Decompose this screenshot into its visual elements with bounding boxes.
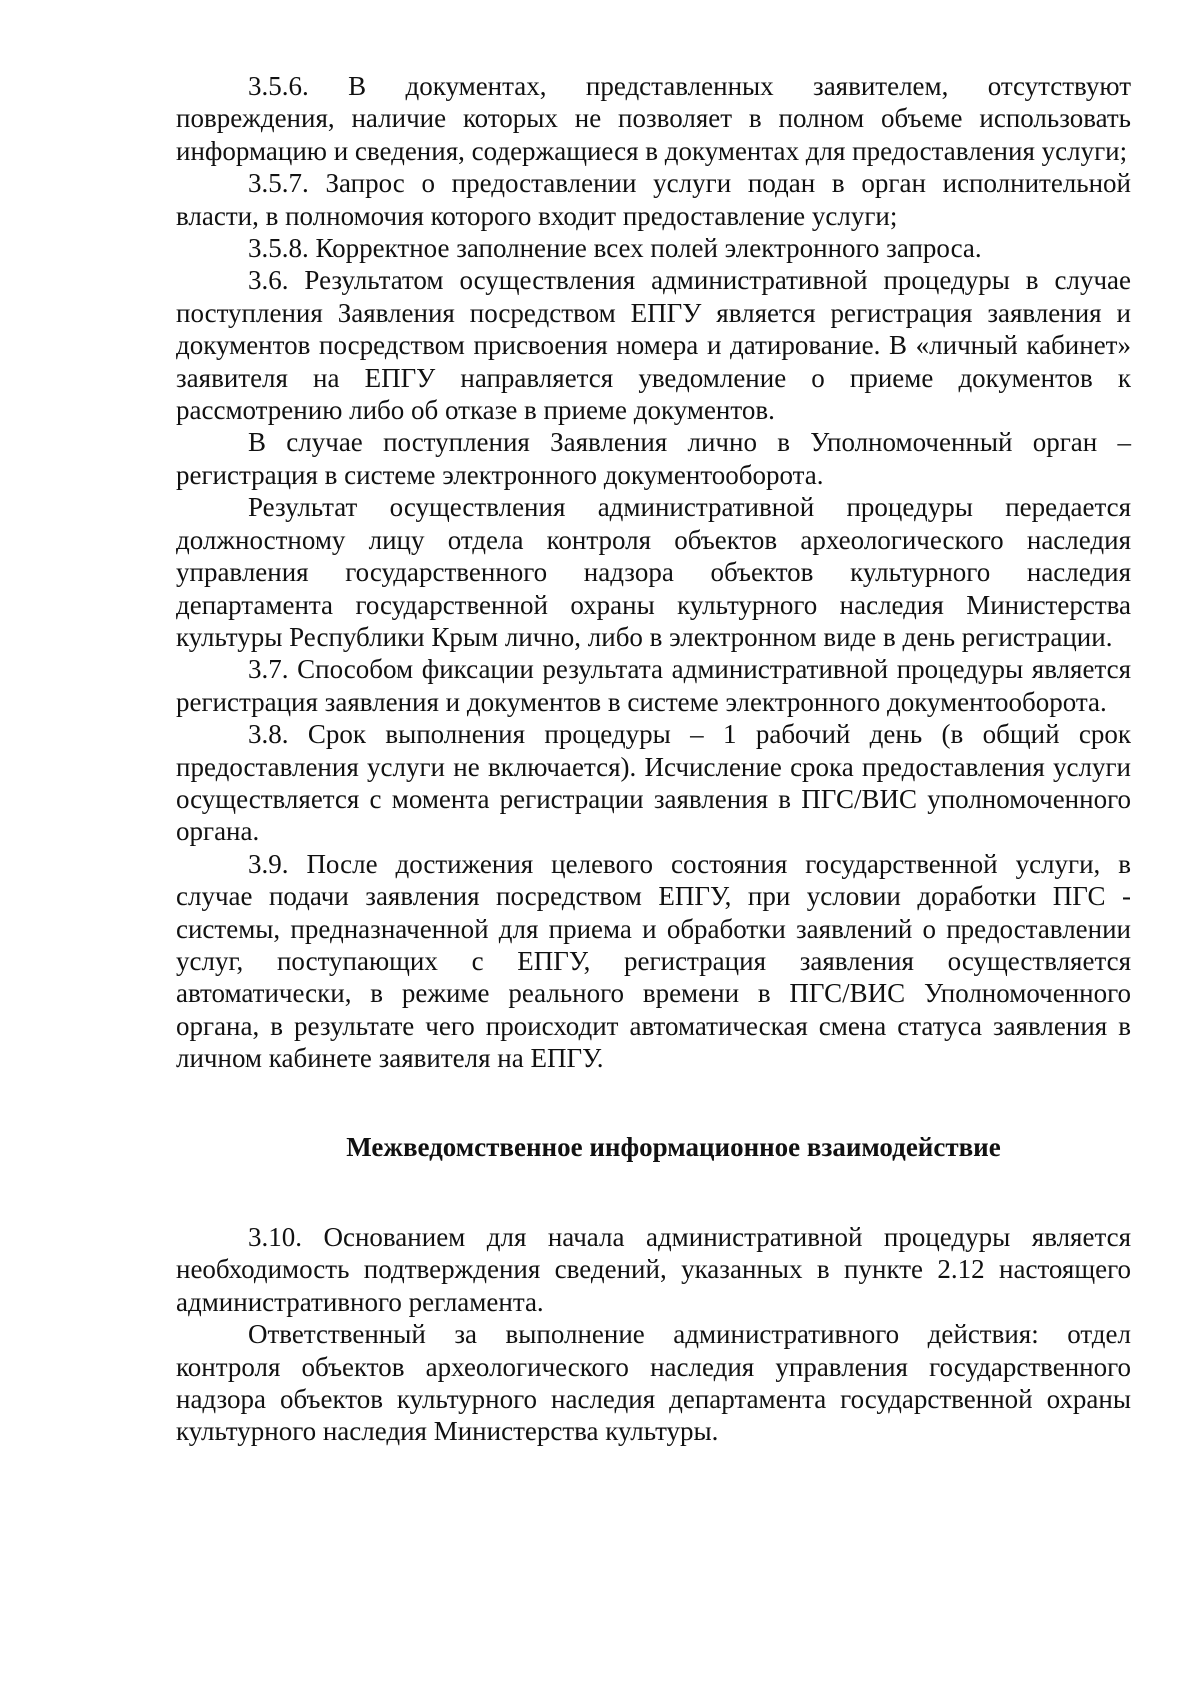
paragraph-3-5-7: 3.5.7. Запрос о предоставлении услуги подан в орган исполнительной власти, в полномочия которого входит предоставление услуги;: [176, 168, 1131, 231]
paragraph-3-5-8: 3.5.8. Корректное заполнение всех полей электронного запроса.: [248, 233, 982, 264]
paragraph-3-9: 3.9. После достижения целевого состояния государственной услуги, в случае подачи заявления посредством ЕПГУ, при условии доработки ПГС - системы, предназначенной для приема и обработки заявлений о предоставлении услуг, поступающих с ЕПГУ, регистрация заявления осуществляется автоматически, в режиме реального времени в ПГС/ВИС Уполномоченного органа, в результате чего происходит автоматическая смена статуса заявления в личном кабинете заявителя на ЕПГУ.: [176, 848, 1131, 1074]
paragraph-3-10: 3.10. Основанием для начала административной процедуры является необходимость подтверждения сведений, указанных в пункте 2.12 настоящего административного регламента.: [176, 1222, 1131, 1317]
paragraph-3-8: 3.8. Срок выполнения процедуры – 1 рабочий день (в общий срок предоставления услуги не включается). Исчисление срока предоставления услуги осуществляется с момента регистрации заявления в ПГС/ВИС уполномоченного органа.: [176, 719, 1131, 847]
paragraph-3-6-result-transfer: Результат осуществления административной процедуры передается должностному лицу отдела контроля объектов археологического наследия управления государственного надзора объектов культурного наследия департамента государственной охраны культурного наследия Министерства культуры Республики Крым лично, либо в электронном виде в день регистрации.: [176, 492, 1131, 652]
paragraph-3-7: 3.7. Способом фиксации результата административной процедуры является регистрация заявления и документов в системе электронного документооборота.: [176, 654, 1131, 717]
paragraph-3-6: 3.6. Результатом осуществления административной процедуры в случае поступления Заявления посредством ЕПГУ является регистрация заявления и документов посредством присвоения номера и датирование. В «личный кабинет» заявителя на ЕПГУ направляется уведомление о приеме документов к рассмотрению либо об отказе в приеме документов.: [176, 265, 1131, 426]
paragraph-responsible: Ответственный за выполнение административного действия: отдел контроля объектов археологического наследия управления государственного надзора объектов культурного наследия департамента государственной охраны культурного наследия Министерства культуры.: [176, 1319, 1131, 1447]
document-body: [176, 70, 1131, 1448]
paragraph-3-5-6: 3.5.6. В документах, представленных заявителем, отсутствуют повреждения, наличие которых не позволяет в полном объеме использовать информацию и сведения, содержащиеся в документах для предоставления услуги;: [176, 71, 1131, 166]
section-heading-block: [176, 1131, 1131, 1163]
paragraph-3-6-personal-submission: В случае поступления Заявления лично в Уполномоченный орган – регистрация в системе электронного документооборота.: [176, 427, 1131, 490]
section-heading: Межведомственное информационное взаимодействие: [346, 1131, 1001, 1162]
